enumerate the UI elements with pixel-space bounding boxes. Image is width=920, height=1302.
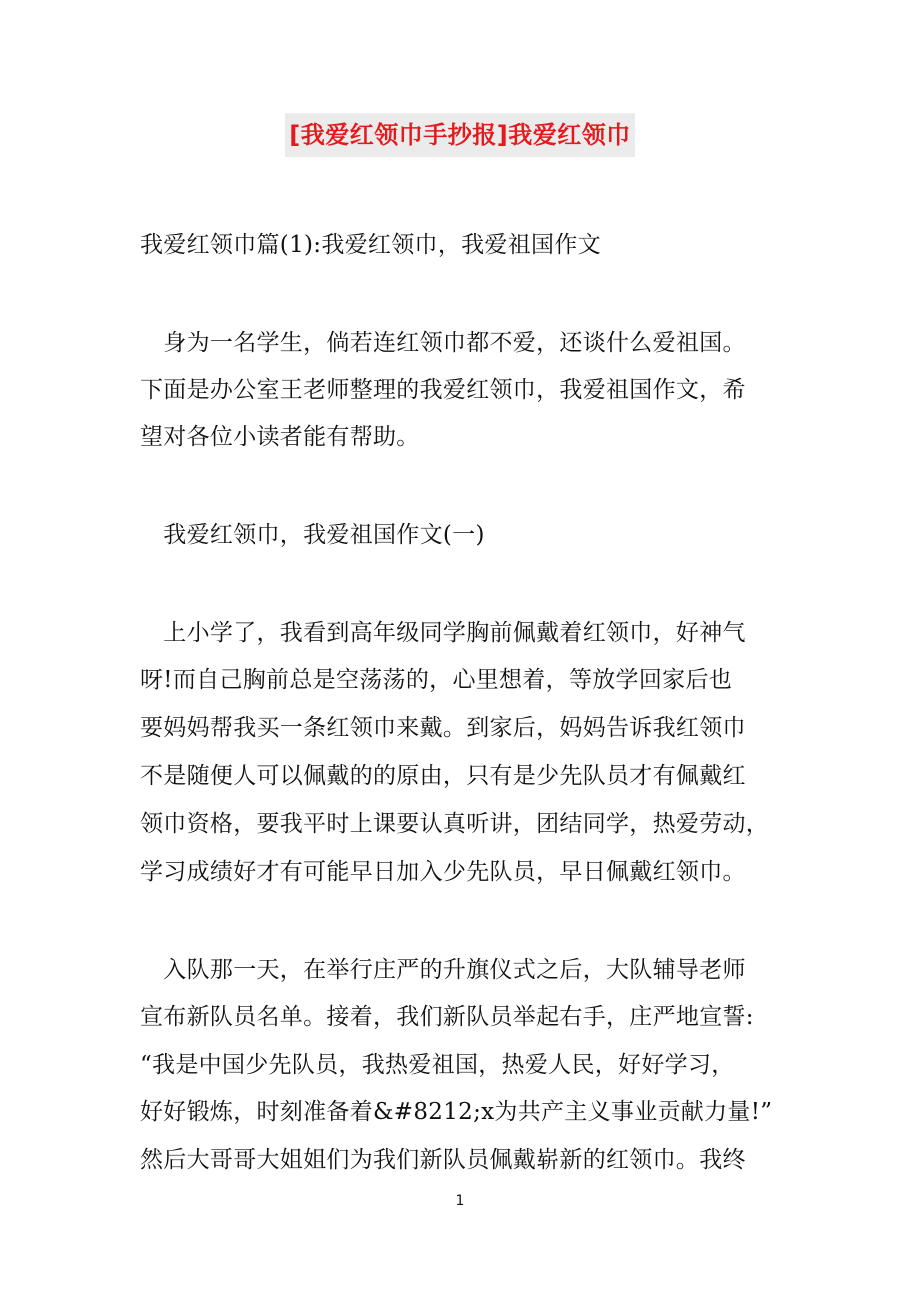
paragraph1-line-6: 学习成绩好才有可能早日加入少先队员，早日佩戴红领巾。 bbox=[140, 859, 746, 885]
paragraph1-line-2: 呀!而自己胸前总是空荡荡的，心里想着，等放学回家后也 bbox=[140, 667, 733, 693]
paragraph2-line-3: “我是中国少先队员，我热爱祖国，热爱人民，好好学习， bbox=[140, 1052, 735, 1078]
page-number: 1 bbox=[455, 1193, 465, 1209]
title-container bbox=[0, 113, 920, 157]
paragraph2-line-2: 宣布新队员名单。接着，我们新队员举起右手，庄严地宣誓: bbox=[140, 1004, 754, 1030]
paragraph2-line-5: 然后大哥哥大姐姐们为我们新队员佩戴崭新的红领巾。我终 bbox=[140, 1147, 746, 1173]
intro-line-2: 下面是办公室王老师整理的我爱红领巾，我爱祖国作文，希 bbox=[140, 377, 746, 403]
article-heading: 我爱红领巾篇(1):我爱红领巾，我爱祖国作文 bbox=[140, 232, 601, 258]
section-title: 我爱红领巾，我爱祖国作文(一) bbox=[140, 522, 485, 548]
paragraph1-line-3: 要妈妈帮我买一条红领巾来戴。到家后，妈妈告诉我红领巾 bbox=[140, 715, 746, 741]
intro-line-3: 望对各位小读者能有帮助。 bbox=[140, 424, 420, 450]
paragraph1-line-1: 上小学了，我看到高年级同学胸前佩戴着红领巾，好神气 bbox=[140, 620, 746, 646]
paragraph2-line-4: 好好锻炼，时刻准备着&#8212;x为共产主义事业贡献力量!” bbox=[140, 1099, 773, 1125]
paragraph1-line-4: 不是随便人可以佩戴的的原由，只有是少先队员才有佩戴红 bbox=[140, 763, 746, 789]
paragraph2-line-1: 入队那一天，在举行庄严的升旗仪式之后，大队辅导老师 bbox=[140, 957, 746, 983]
intro-line-1: 身为一名学生，倘若连红领巾都不爱，还谈什么爱祖国。 bbox=[140, 330, 746, 356]
paragraph1-line-5: 领巾资格，要我平时上课要认真听讲，团结同学，热爱劳动， bbox=[140, 811, 770, 837]
document-title: [我爱红领巾手抄报]我爱红领巾 bbox=[285, 113, 634, 157]
